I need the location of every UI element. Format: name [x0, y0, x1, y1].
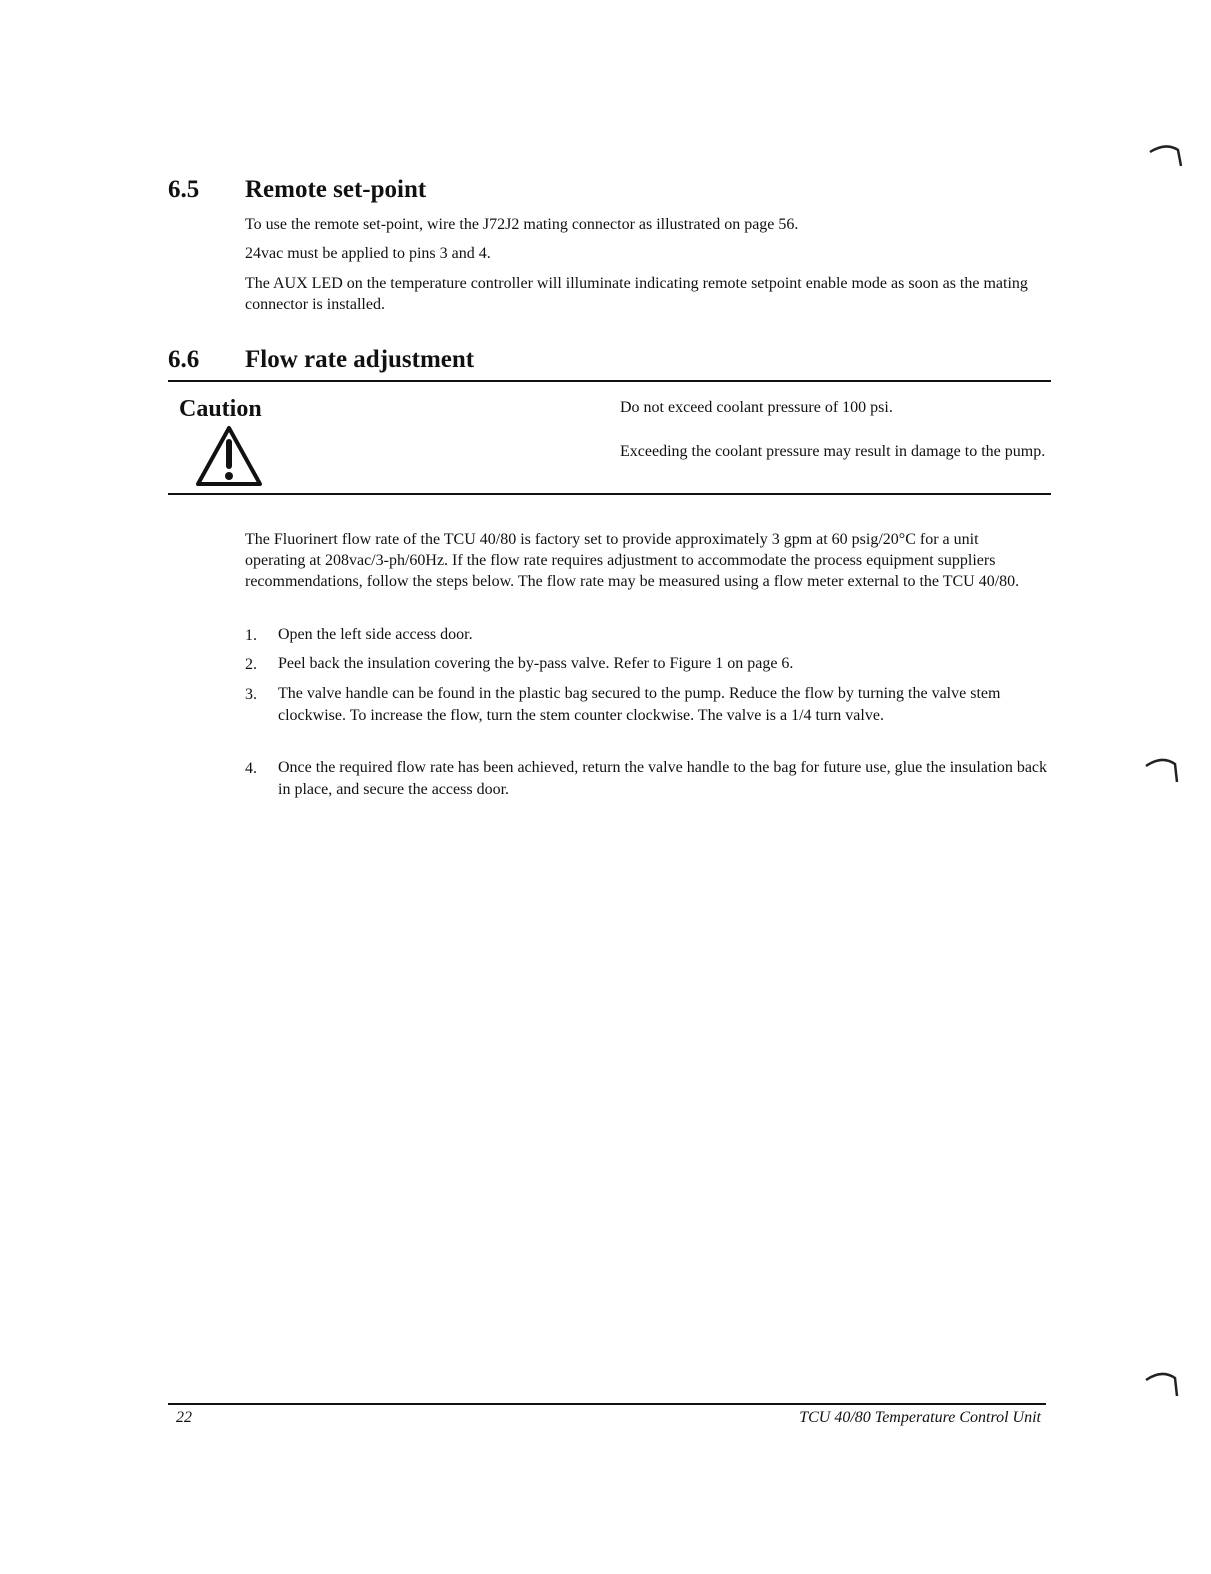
binding-mark-bottom — [1144, 1366, 1180, 1400]
caution-line: Exceeding the coolant pressure may result in damage to the pump. — [620, 443, 1046, 460]
section-title: Remote set-point — [245, 176, 427, 203]
section-title: Flow rate adjustment — [245, 346, 475, 373]
step-number: 3. — [245, 686, 257, 703]
intro-paragraph: The Fluorinert flow rate of the TCU 40/80 is factory set to provide approximately 3 gpm at 60 psig/20°C for a unit operating at 208vac/3-ph/60Hz. If the flow rate requires adjustment to accommodate the process equipment suppliers recommendations, follow the steps below. The flow rate may be measured using a flow meter external to the TCU 40/80. — [245, 531, 1020, 590]
page-number: 22 — [176, 1409, 192, 1426]
footer-rule — [168, 1403, 1046, 1405]
step-text: The valve handle can be found in the plastic bag secured to the pump. Reduce the flow by turning the valve stem clockwise. To increase the flow, turn the stem counter clockwise. The valve is a 1/4 turn valve. — [278, 685, 1001, 724]
step-number: 1. — [245, 627, 257, 644]
paragraph: The AUX LED on the temperature controller will illuminate indicating remote setpoint enable mode as soon as the mating connector is installed. — [245, 275, 1028, 313]
paragraph: 24vac must be applied to pins 3 and 4. — [245, 245, 491, 262]
binding-mark-top — [1148, 140, 1184, 170]
step-text: Peel back the insulation covering the by-pass valve. Refer to Figure 1 on page 6. — [278, 655, 794, 672]
caution-bottom-rule — [168, 493, 1051, 495]
step-number: 4. — [245, 760, 257, 777]
caution-label: Caution — [179, 396, 262, 422]
warning-triangle-icon — [194, 424, 264, 488]
paragraph: To use the remote set-point, wire the J72J2 mating connector as illustrated on page 56. — [245, 216, 799, 233]
step-number: 2. — [245, 656, 257, 673]
caution-top-rule — [168, 380, 1051, 382]
caution-line: Do not exceed coolant pressure of 100 psi. — [620, 399, 893, 416]
section-number: 6.6 — [168, 346, 200, 373]
binding-mark-middle — [1144, 752, 1180, 786]
footer-doc-title: TCU 40/80 Temperature Control Unit — [799, 1409, 1041, 1426]
step-text: Open the left side access door. — [278, 626, 473, 643]
step-text: Once the required flow rate has been achieved, return the valve handle to the bag for future use, glue the insulation back in place, and secure the access door. — [278, 759, 1048, 798]
section-number: 6.5 — [168, 176, 200, 203]
